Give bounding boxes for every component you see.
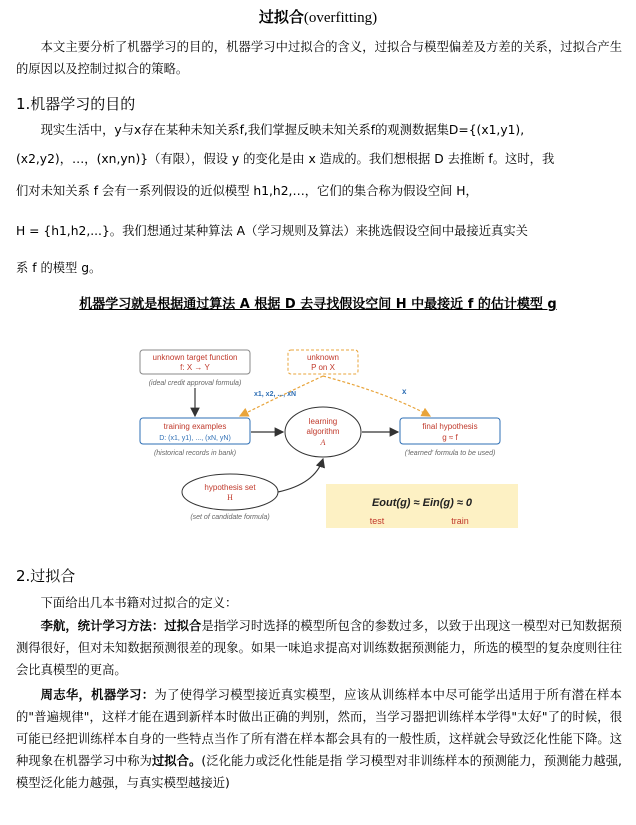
final-caption: ('learned' formula to be used) (404, 450, 496, 457)
algorithm-symbol: A (320, 438, 326, 447)
section2-heading: 2.过拟合 (16, 567, 76, 585)
train-label: train (451, 516, 469, 526)
final-title: final hypothesis (422, 422, 478, 431)
def1-text: 是指学习时选择的模型所包含的参数过多，以致于出现这一模型对已知数据预测得很好，但对未知数据预测很差的现象。如果一味追求提高对训练数据预测能力，所选的模型的复杂度则往往会比真模型的更高。 (16, 619, 622, 677)
training-caption: (historical records in bank) (153, 450, 237, 457)
training-title: training examples (163, 422, 227, 431)
test-label: test (369, 516, 385, 526)
final-formula: g ≈ f (442, 433, 458, 442)
section1-line4: H = {h1,h2,...}。我们想通过某种算法 A（学习规则及算法）来挑选假设空间中最接近真实关 (16, 224, 528, 238)
def2-term: 过拟合。 (151, 754, 202, 768)
definition-lihang (16, 615, 622, 681)
section1-line5: 系 f 的模型 g。 (16, 261, 102, 275)
arrow-hypothesis-to-algorithm (278, 459, 323, 492)
def2-text: 为了使得学习模型接近真实模型，应该从训练样本中尽可能学出适用于所有潜在样本的"普遍规律"，这样才能在遇到新样本时做出正确的判别，然而，当学习器把训练样本学得"太好"了的时候，很可能已经把训练样本自身的一些特点当作了所有潜在样本都会具有的一般性质，这样就会导致泛化性能下降。这种现象在机器学习中称为 (16, 688, 622, 768)
learning-flow-diagram (130, 344, 520, 534)
algorithm-line1: learning (308, 417, 338, 426)
eout-expression: Eout(g) ≈ Ein(g) ≈ 0 (371, 497, 473, 509)
section2-intro: 下面给出几本书籍对过拟合的定义： (40, 596, 238, 610)
samples-label: x1, x2, ..., xN (254, 391, 297, 398)
def2-tail: (泛化能力或泛化性能是指 学习模型对非训练样本的预测能力，预测能力越强,模型泛化能力越强，与真实模型越接近) (16, 754, 622, 790)
def1-term: 过拟合 (164, 619, 202, 633)
algorithm-line2: algorithm (306, 427, 340, 436)
hypothesis-symbol: H (227, 493, 233, 502)
abstract: 本文主要分析了机器学习的目的，机器学习中过拟合的含义，过拟合与模型偏差及方差的关系，过拟合产生的原因以及控制过拟合的策略。 (16, 40, 622, 76)
title-zh: 过拟合 (258, 8, 304, 26)
hypothesis-title: hypothesis set (204, 483, 256, 492)
target-title: unknown target function (152, 353, 238, 362)
prob-formula: P on X (311, 363, 335, 372)
def2-author: 周志华，机器学习： (40, 688, 155, 702)
section1-line1: 现实生活中，y与x存在某种未知关系f,我们掌握反映未知关系f的观测数据集D={(x1,y1), (40, 123, 525, 137)
title-en: (overfitting) (303, 10, 378, 26)
target-caption: (ideal credit approval formula) (148, 380, 242, 387)
def1-author: 李航，统计学习方法： (40, 619, 165, 633)
page-title (0, 6, 636, 27)
hypothesis-set-ellipse (182, 474, 278, 510)
section1-heading: 1.机器学习的目的 (16, 95, 136, 113)
target-formula: f: X → Y (180, 363, 210, 372)
section1-line2: (x2,y2)，…，(xn,yn)}（有限），假设 y 的变化是由 x 造成的。我们想根据 D 去推断 f。这时，我 (16, 152, 555, 166)
training-formula: D: (x1, y1), ..., (xN, yN) (159, 435, 231, 442)
section1-line3: 们对未知关系 f 会有一系列假设的近似模型 h1,h2,…，它们的集合称为假设空间 H， (16, 184, 478, 198)
x-label: x (402, 387, 407, 396)
hypothesis-caption: (set of candidate formula) (190, 514, 270, 521)
key-statement: 机器学习就是根据通过算法 A 根据 D 去寻找假设空间 H 中最接近 f 的估计模型 g (79, 297, 557, 312)
definition-zhouzhihua (16, 684, 622, 794)
prob-title: unknown (306, 353, 340, 362)
